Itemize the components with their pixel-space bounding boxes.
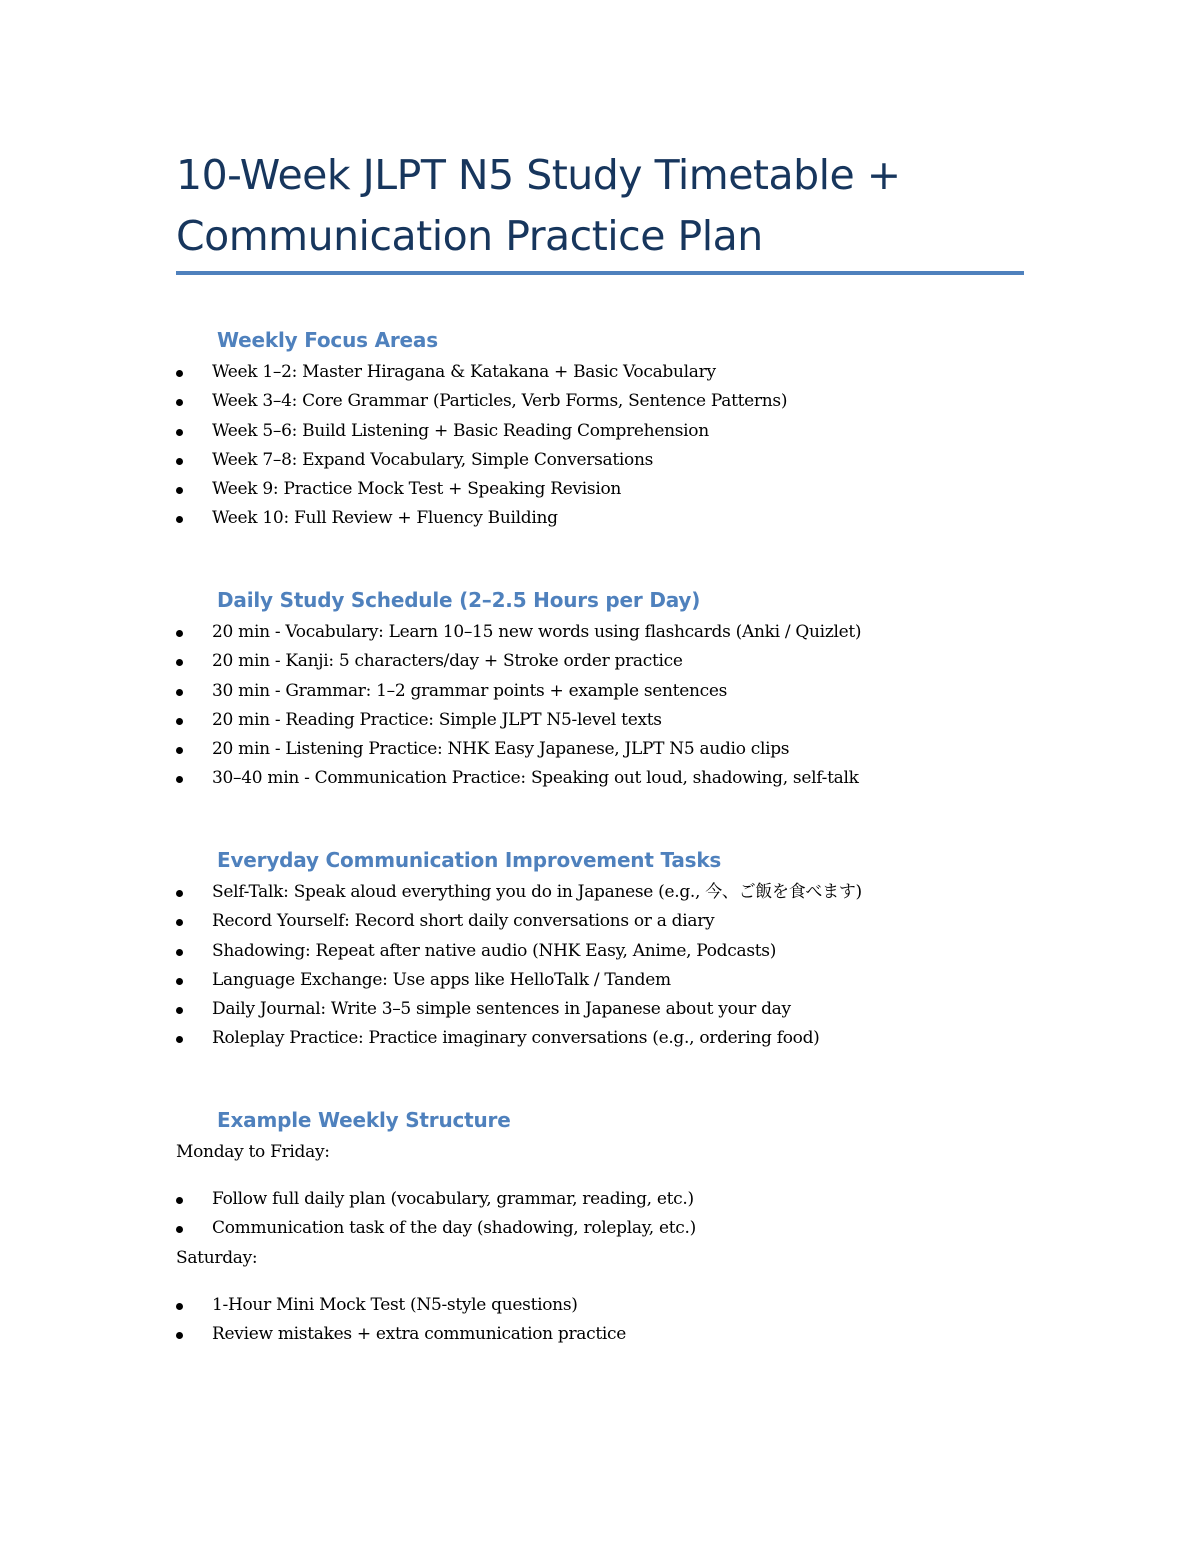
list-item-text: Follow full daily plan (vocabulary, grammar, reading, etc.) [212,1189,694,1209]
bullet-icon [176,1303,183,1310]
list-item [176,446,1036,475]
list-item-text: Roleplay Practice: Practice imaginary conversations (e.g., ordering food) [212,1028,820,1049]
list-item [176,647,1036,676]
bullet-list-saturday [176,1291,1036,1350]
list-item-text: Shadowing: Repeat after native audio (NHK Easy, Anime, Podcasts) [212,940,777,961]
list-item-text: 30 min - Grammar: 1–2 grammar points + example sentences [212,680,728,701]
list-item-text: Week 9: Practice Mock Test + Speaking Revision [212,479,622,500]
list-item-text: Review mistakes + extra communication practice [212,1323,627,1344]
section-heading: Daily Study Schedule (2–2.5 Hours per Day) [217,588,701,612]
bullet-icon [176,1226,183,1233]
bullet-list [176,618,1036,794]
list-item [176,417,1036,446]
section-daily-schedule [176,585,1036,794]
list-item [176,618,1036,647]
bullet-icon [176,949,183,956]
list-item-text: Language Exchange: Use apps like HelloTalk / Tandem [212,969,671,990]
list-item-text: Week 7–8: Expand Vocabulary, Simple Conversations [212,449,654,470]
bullet-icon [176,630,183,637]
list-item-text: 20 min - Kanji: 5 characters/day + Stroke order practice [212,651,683,672]
list-item [176,1185,1036,1214]
section-weekly-focus [176,325,1036,534]
bullet-list [176,878,1036,1054]
list-item [176,735,1036,764]
list-item [176,878,1036,907]
bullet-icon [176,718,183,725]
list-item [176,764,1036,793]
list-item-text: Week 3–4: Core Grammar (Particles, Verb Forms, Sentence Patterns) [212,391,788,412]
list-item [176,677,1036,706]
section-heading: Everyday Communication Improvement Tasks [217,848,722,872]
list-item [176,1320,1036,1349]
bullet-icon [176,516,183,523]
bullet-list [176,358,1036,534]
list-item-text: Communication task of the day (shadowing, roleplay, etc.) [212,1218,696,1239]
list-item-text: 20 min - Reading Practice: Simple JLPT N5-level texts [212,709,662,730]
section-weekly-structure [176,1105,1036,1349]
list-item [176,937,1036,966]
list-item [176,706,1036,735]
list-item-text: Daily Journal: Write 3–5 simple sentences in Japanese about your day [212,999,791,1020]
bullet-list-weekdays [176,1185,1036,1244]
list-item-text: Record Yourself: Record short daily conversations or a diary [212,911,715,932]
list-item-text: 30–40 min - Communication Practice: Speaking out loud, shadowing, self-talk [212,768,859,789]
bullet-icon [176,747,183,754]
list-item-text: Self-Talk: Speak aloud everything you do in Japanese (e.g., 今、ご飯を食べます) [212,882,862,902]
list-item-text: 20 min - Listening Practice: NHK Easy Japanese, JLPT N5 audio clips [212,739,790,760]
list-item-text: Week 10: Full Review + Fluency Building [212,508,558,529]
list-item [176,1214,1036,1243]
bullet-icon [176,1197,183,1204]
list-item [176,966,1036,995]
bullet-icon [176,978,183,985]
list-item [176,907,1036,936]
bullet-icon [176,659,183,666]
bullet-icon [176,689,183,696]
section-heading: Weekly Focus Areas [217,328,438,352]
bullet-icon [176,776,183,783]
bullet-icon [176,429,183,436]
bullet-icon [176,458,183,465]
list-item [176,504,1036,533]
list-item-text: 20 min - Vocabulary: Learn 10–15 new words using flashcards (Anki / Quizlet) [212,622,862,642]
title-line-1: 10-Week JLPT N5 Study Timetable + [176,151,901,199]
weekday-label: Monday to Friday: [176,1142,330,1162]
bullet-icon [176,487,183,494]
list-item [176,475,1036,504]
section-heading: Example Weekly Structure [217,1108,511,1132]
title-underline-rule [176,271,1024,275]
bullet-icon [176,399,183,406]
saturday-label: Saturday: [176,1247,258,1268]
bullet-icon [176,370,183,377]
bullet-icon [176,890,183,897]
list-item-text: Week 5–6: Build Listening + Basic Reading Comprehension [212,420,709,441]
list-item [176,358,1036,387]
bullet-icon [176,1007,183,1014]
bullet-icon [176,1036,183,1043]
list-item-text: Week 1–2: Master Hiragana & Katakana + Basic Vocabulary [212,362,716,382]
title-line-2: Communication Practice Plan [176,212,763,260]
list-item-text: 1-Hour Mini Mock Test (N5-style questions) [212,1294,578,1315]
bullet-icon [176,1332,183,1339]
bullet-icon [176,919,183,926]
list-item [176,995,1036,1024]
list-item [176,387,1036,416]
document-title [176,145,1036,267]
list-item [176,1291,1036,1320]
section-communication-tasks [176,845,1036,1054]
list-item [176,1024,1036,1053]
